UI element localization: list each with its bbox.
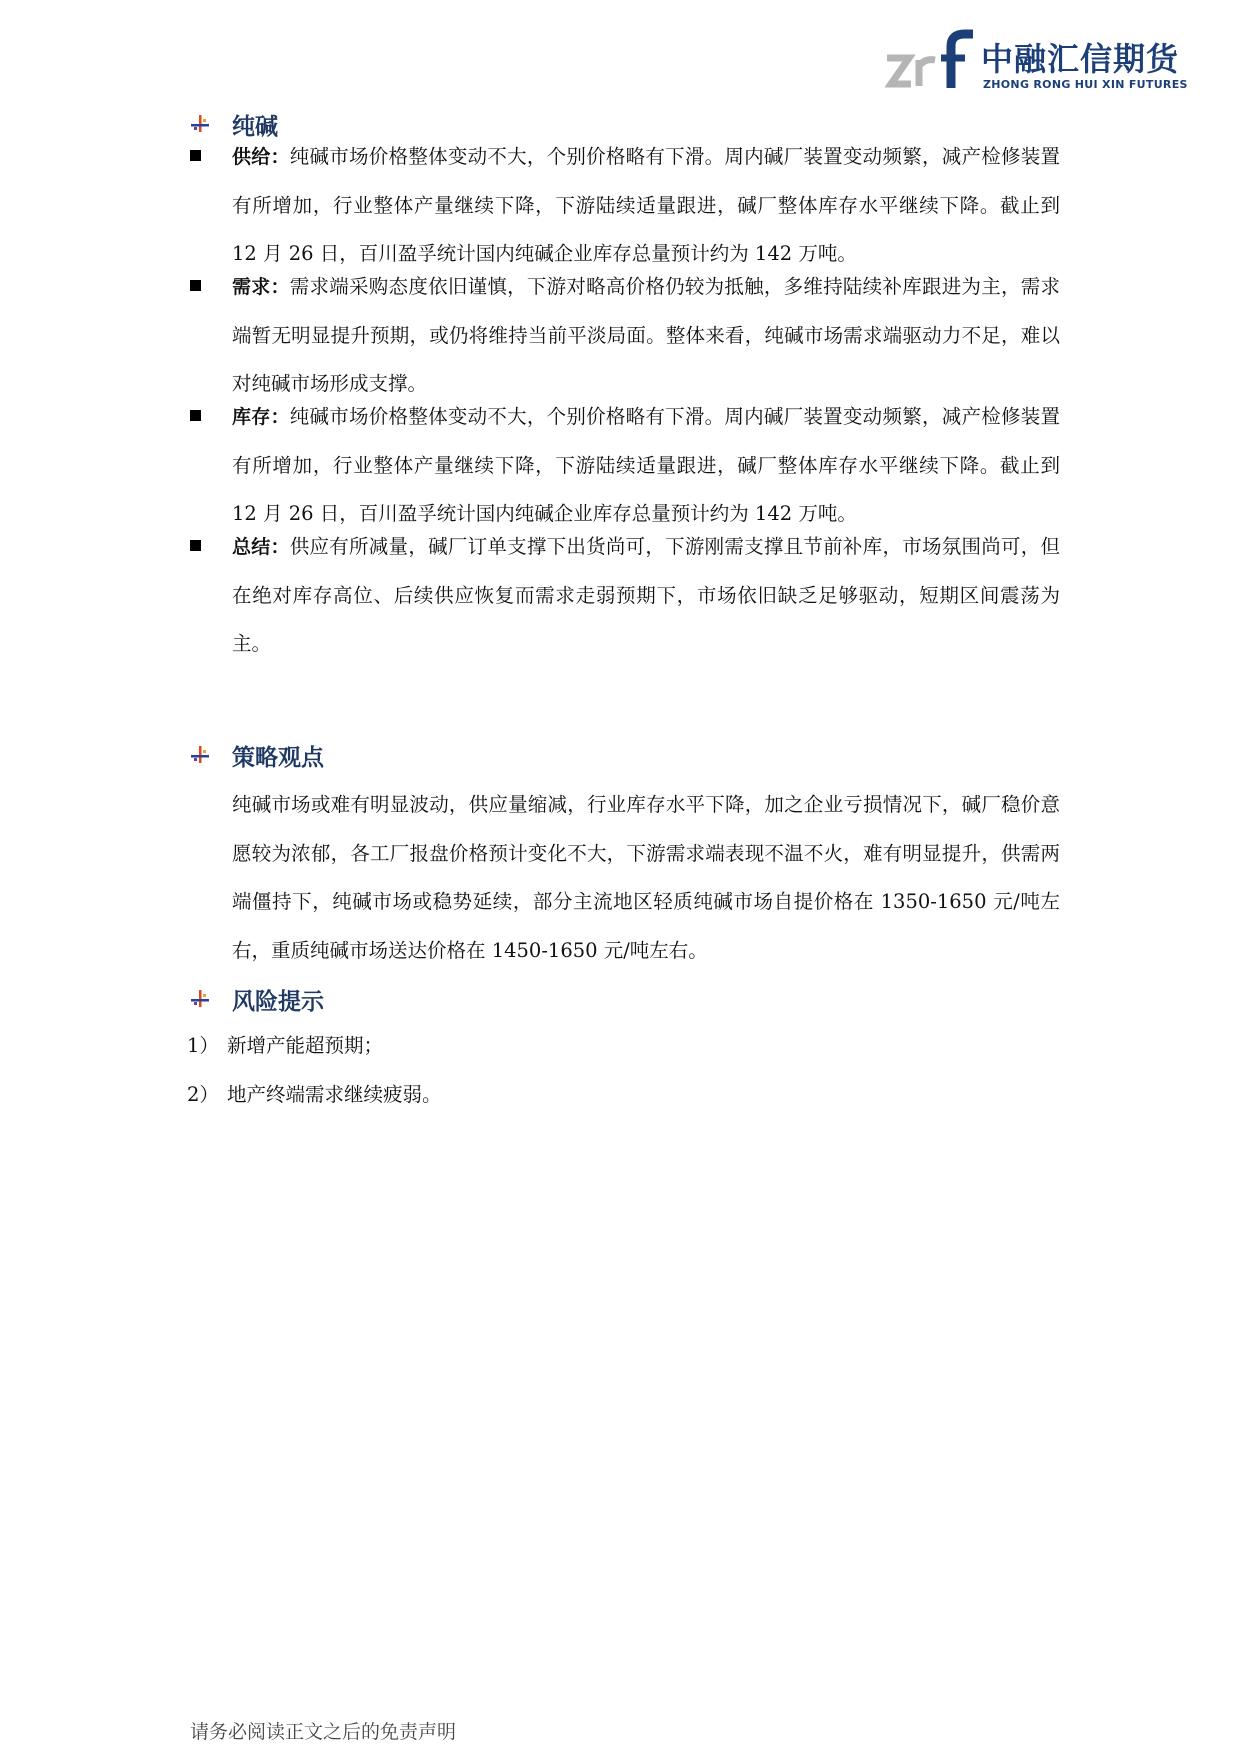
bullet-paragraph	[232, 133, 1060, 279]
square-bullet-icon	[190, 540, 201, 551]
bullet-paragraph	[232, 263, 1060, 409]
section-bullet-icon	[190, 745, 210, 765]
logo-english-name: ZHONG RONG HUI XIN FUTURES	[983, 78, 1188, 91]
bullet-text: 供应有所减量，碱厂订单支撑下出货尚可，下游刚需支撑且节前补库，市场氛围尚可，但在绝对库存高位、后续供应恢复而需求走弱预期下，市场依旧缺乏足够驱动，短期区间震荡为主。	[232, 535, 1060, 655]
risk-item-1	[187, 1031, 383, 1061]
zrf-logo-mark	[885, 28, 977, 92]
bullet-paragraph	[232, 523, 1060, 669]
section-title: 纯碱	[232, 113, 278, 140]
bullet-text: 纯碱市场价格整体变动不大，个别价格略有下滑。周内碱厂装置变动频繁，减产检修装置有所增加，行业整体产量继续下降，下游陆续适量跟进，碱厂整体库存水平继续下降。截止到 12 月 26 日，百川盈孚统计国内纯碱企业库存总量预计约为 142 万吨。	[232, 145, 1060, 265]
risk-number: 1）	[187, 1034, 219, 1057]
risk-text: 地产终端需求继续疲弱。	[227, 1083, 442, 1106]
strategy-paragraph: 纯碱市场或难有明显波动，供应量缩减，行业库存水平下降，加之企业亏损情况下，碱厂稳价意愿较为浓郁，各工厂报盘价格预计变化不大，下游需求端表现不温不火，难有明显提升，供需两端僵持下，纯碱市场或稳势延续，部分主流地区轻质纯碱市场自提价格在 1350-1650 元/吨左右，重质纯碱市场送达价格在 1450-1650 元/吨左右。	[232, 793, 1060, 962]
section-heading-risk	[190, 983, 324, 1015]
square-bullet-icon	[190, 150, 201, 161]
section-title: 风险提示	[232, 988, 324, 1015]
section-bullet-icon	[190, 989, 210, 1009]
bullet-label: 总结：	[232, 536, 290, 558]
bullet-item-inventory	[190, 393, 1060, 539]
bullet-item-summary	[190, 523, 1060, 669]
section-title: 策略观点	[232, 744, 324, 771]
bullet-paragraph	[232, 393, 1060, 539]
bullet-label: 库存：	[232, 406, 290, 428]
section-heading-strategy	[190, 739, 324, 771]
bullet-text: 纯碱市场价格整体变动不大，个别价格略有下滑。周内碱厂装置变动频繁，减产检修装置有所增加，行业整体产量继续下降，下游陆续适量跟进，碱厂整体库存水平继续下降。截止到 12 月 26 日，百川盈孚统计国内纯碱企业库存总量预计约为 142 万吨。	[232, 405, 1060, 525]
bullet-label: 供给：	[232, 146, 290, 168]
square-bullet-icon	[190, 410, 201, 421]
bullet-label: 需求：	[232, 276, 290, 298]
company-logo	[885, 28, 1188, 98]
risk-item-2	[187, 1080, 442, 1110]
bullet-item-demand	[190, 263, 1060, 409]
logo-chinese-name: 中融汇信期货	[981, 40, 1180, 78]
square-bullet-icon	[190, 280, 201, 291]
risk-text: 新增产能超预期；	[227, 1034, 384, 1057]
disclaimer-footer: 请务必阅读正文之后的免责声明	[190, 1721, 457, 1743]
bullet-item-supply	[190, 133, 1060, 279]
bullet-text: 需求端采购态度依旧谨慎，下游对略高价格仍较为抵触，多维持陆续补库跟进为主，需求端暂无明显提升预期，或仍将维持当前平淡局面。整体来看，纯碱市场需求端驱动力不足，难以对纯碱市场形成支撑。	[232, 275, 1060, 395]
section-bullet-icon	[190, 114, 210, 134]
risk-number: 2）	[187, 1083, 219, 1106]
